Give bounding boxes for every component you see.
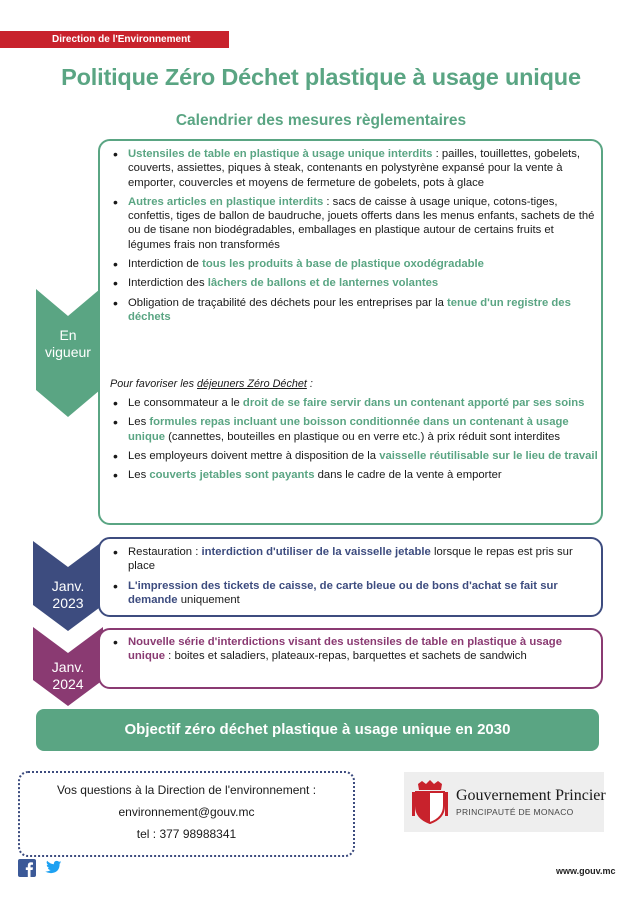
section-janv-2024	[98, 628, 603, 689]
label-en-vigueur-line2: vigueur	[45, 344, 91, 360]
label-janv-2024-line1: Janv.	[51, 659, 85, 675]
department-banner: Direction de l'Environnement	[0, 31, 229, 48]
page-subtitle: Calendrier des mesures règlementaires	[175, 112, 467, 129]
goal-banner: Objectif zéro déchet plastique à usage unique en 2030	[36, 709, 599, 751]
list-item: • Autres articles en plastique interdits : sacs de caisse à usage unique, cotons-tiges, confettis, tiges de ballon de baudruche, jouets offerts dans les menus enfants, sachets de thé ou de tisane non biodégradables, emballages en plastique autour de certains fruits et légumes frais non transformés	[108, 195, 598, 252]
label-janv-2023-line1: Janv.	[51, 578, 85, 594]
site-url[interactable]: www.gouv.mc	[556, 866, 616, 876]
label-en-vigueur	[40, 327, 96, 361]
list-item: • Les formules repas incluant une boisson conditionnée dans un contenant à usage unique (cannettes, bouteilles en plastique ou en verre etc.) à prix réduit sont interdites	[108, 415, 598, 444]
dejeuner-list	[108, 396, 598, 487]
list-item: • Nouvelle série d'interdictions visant des ustensiles de table en plastique à usage unique : boites et saladiers, plateaux-repas, barquettes et sachets de sandwich	[108, 635, 598, 664]
contact-email[interactable]: environnement@gouv.mc	[118, 805, 255, 819]
list-item: • Les employeurs doivent mettre à disposition de la vaisselle réutilisable sur le lieu de travail	[108, 449, 598, 463]
section-janv-2023	[98, 537, 603, 617]
list-item: • Les couverts jetables sont payants dans le cadre de la vente à emporter	[108, 468, 598, 482]
en-vigueur-list	[108, 147, 598, 329]
page-title: Politique Zéro Déchet plastique à usage unique	[61, 64, 581, 90]
logo-name: Gouvernement Princier	[456, 787, 606, 804]
label-janv-2023-line2: 2023	[52, 595, 84, 611]
list-item: • Restauration : interdiction d'utiliser de la vaisselle jetable lorsque le repas est pris sur place	[108, 545, 598, 574]
list-item: • Interdiction des lâchers de ballons et de lanternes volantes	[108, 276, 598, 290]
section-en-vigueur	[98, 139, 603, 525]
list-item: • Ustensiles de table en plastique à usage unique interdits : pailles, touillettes, gobelets, couverts, assiettes, piques à steak, contenants en polystyrène expansé pour la vente à emporter, couvercles et moyens de fermeture de gobelets, pots à glace	[108, 147, 598, 190]
government-logo	[404, 772, 604, 832]
contact-intro: Vos questions à la Direction de l'environnement :	[56, 783, 317, 797]
list-item: • L'impression des tickets de caisse, de carte bleue ou de bons d'achat se fait sur demande uniquement	[108, 579, 598, 608]
logo-subtitle: PRINCIPAUTÉ DE MONACO	[456, 807, 574, 817]
dejeuner-note: Pour favoriser les déjeuners Zéro Déchet :	[110, 378, 313, 390]
janv-2023-list	[108, 545, 598, 612]
janv-2024-list	[108, 635, 598, 669]
list-item: • Le consommateur a le droit de se faire servir dans un contenant apporté par ses soins	[108, 396, 598, 410]
label-en-vigueur-line1: En	[59, 327, 77, 343]
monaco-crest-icon	[410, 780, 450, 824]
contact-phone: tel : 377 98988341	[136, 827, 237, 841]
twitter-icon[interactable]	[44, 859, 62, 877]
facebook-icon[interactable]	[18, 859, 36, 877]
label-janv-2024-line2: 2024	[52, 676, 84, 692]
label-janv-2023	[38, 578, 98, 612]
list-item: • Interdiction de tous les produits à base de plastique oxodégradable	[108, 257, 598, 271]
list-item: • Obligation de traçabilité des déchets pour les entreprises par la tenue d'un registre des déchets	[108, 296, 598, 325]
contact-box	[18, 771, 355, 857]
label-janv-2024	[38, 659, 98, 693]
